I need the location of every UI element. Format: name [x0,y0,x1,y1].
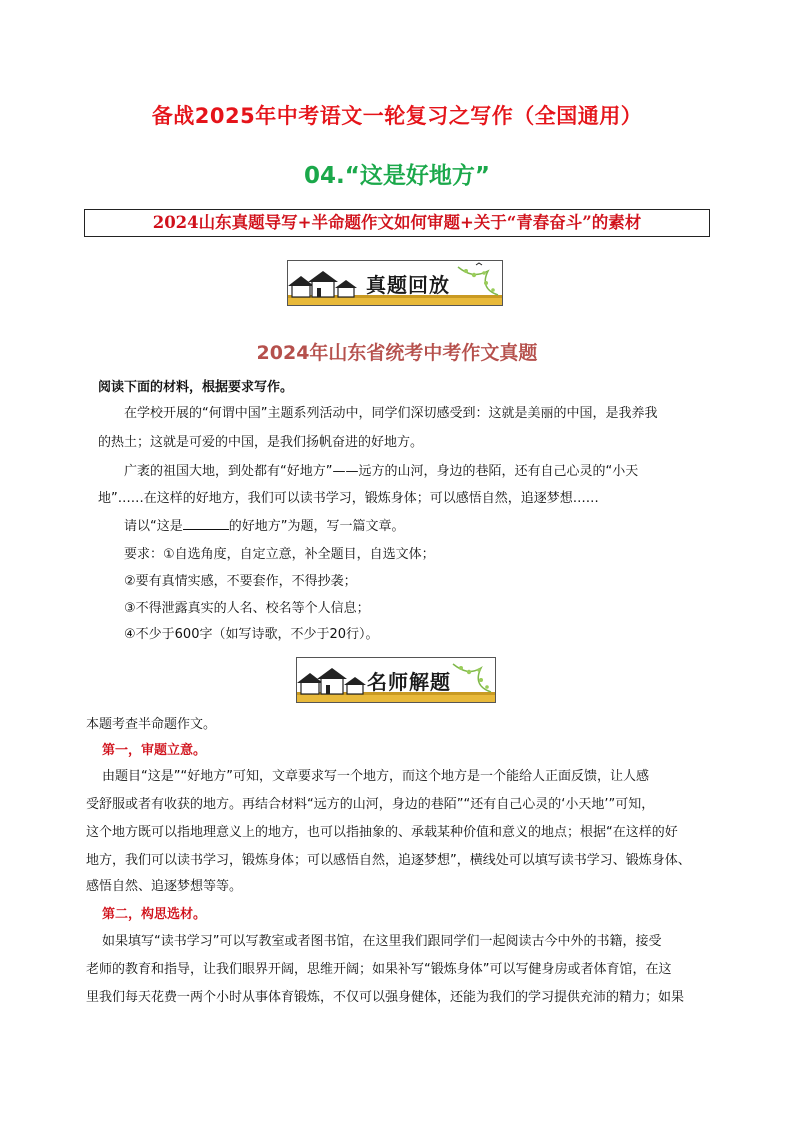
prompt-before: 请以“这是 [124,519,183,534]
prompt-after: 的好地方”为题，写一篇文章。 [228,519,405,534]
analysis-banner-label: 名师解题 [367,670,451,694]
step1-line1: 由题目“这是”“好地方”可知，文章要求写一个地方，而这个地方是一个能给人正面反馈，让人感 [102,769,649,784]
step2-line2: 老师的教育和指导，让我们眼界开阔，思维开阔；如果补写“锻炼身体”可以写健身房或者体育馆，在这 [86,962,672,977]
analysis-intro: 本题考查半命题作文。 [86,717,217,732]
step2-line3: 里我们每天花费一两个小时从事体育锻炼，不仅可以强身健体，还能为我们的学习提供充沛的精力；如果 [86,990,685,1005]
review-banner-label: 真题回放 [366,273,450,297]
step2-heading: 第二，构思选材。 [102,907,207,922]
exam-para1-line1: 在学校开展的“何谓中国”主题系列活动中，同学们深切感受到：这就是美丽的中国，是我养我 [124,406,658,421]
document-subtitle: 04.“这是好地方” [304,163,490,189]
exam-para2-line2: 地”……在这样的好地方，我们可以读书学习，锻炼身体；可以感悟自然，追逐梦想…… [98,491,599,506]
exam-title: 2024年山东省统考中考作文真题 [256,342,538,364]
requirement-1: 要求：①自选角度，自定立意，补全题目，自选文体； [124,547,435,562]
document-title: 备战2025年中考语文一轮复习之写作（全国通用） [151,104,643,128]
step1-line4: 地方，我们可以读书学习，锻炼身体；可以感悟自然，追逐梦想”，横线处可以填写读书学习、锻炼身体、 [86,853,691,868]
topic-box: 2024山东真题导写+半命题作文如何审题+关于“青春奋斗”的素材 [84,209,710,237]
analysis-banner [296,657,496,703]
requirement-3: ③不得泄露真实的人名、校名等个人信息； [124,601,370,616]
step2-line1: 如果填写“读书学习”可以写教室或者图书馆，在这里我们跟同学们一起阅读古今中外的书籍，接受 [102,934,662,949]
step1-line3: 这个地方既可以指地理意义上的地方，也可以指抽象的、承载某种价值和意义的地点；根据“在这样的好 [86,825,678,840]
requirement-2: ②要有真情实感，不要套作，不得抄袭； [124,574,357,589]
exam-instruction: 阅读下面的材料，根据要求写作。 [98,380,294,395]
review-banner [287,260,503,306]
prompt-blank [183,515,229,530]
exam-prompt [98,514,708,540]
exam-para1-line2: 的热土；这就是可爱的中国，是我们扬帆奋进的好地方。 [98,435,424,450]
step1-line5: 感悟自然、追逐梦想等等。 [86,879,243,894]
step1-line2: 受舒服或者有收获的地方。再结合材料“远方的山河，身边的巷陌”“还有自己心灵的‘小天地’”可知， [86,797,655,812]
requirement-4: ④不少于600字（如写诗歌，不少于20行）。 [124,627,379,642]
exam-para2-line1: 广袤的祖国大地，到处都有“好地方”——远方的山河，身边的巷陌，还有自己心灵的“小天 [124,464,639,479]
step1-heading: 第一，审题立意。 [102,743,207,758]
